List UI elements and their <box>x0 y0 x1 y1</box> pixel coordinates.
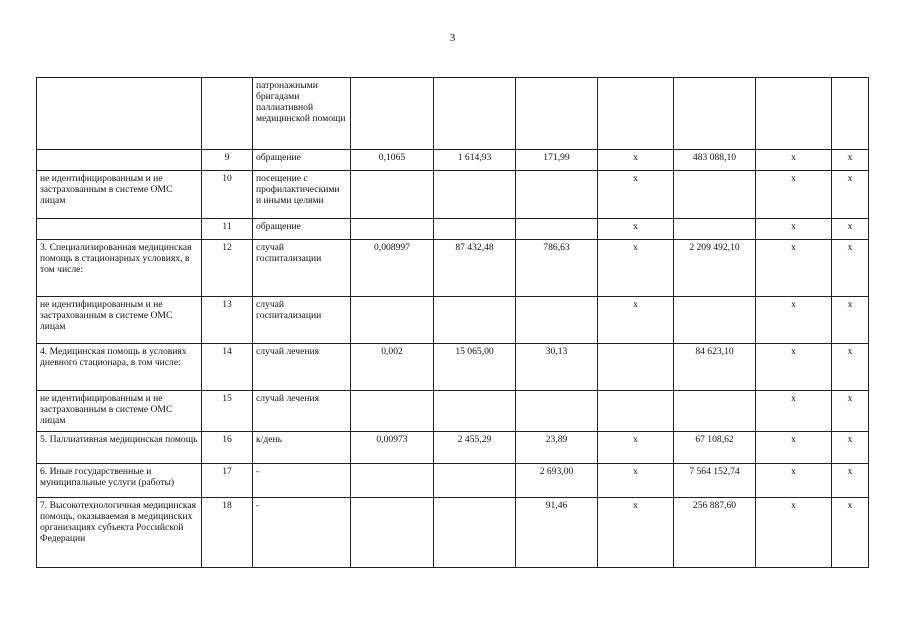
unit-cost-cell <box>434 297 516 344</box>
row-number-cell: 17 <box>202 464 253 498</box>
total-cost-cell <box>674 219 756 240</box>
unit-of-measure-cell: обращение <box>253 150 351 171</box>
total-cost-cell: 7 564 152,74 <box>674 464 756 498</box>
total-cost-cell: 256 887,60 <box>674 498 756 568</box>
budget-table <box>36 77 869 568</box>
total-cost-cell: 84 623,10 <box>674 344 756 391</box>
row-number-cell: 12 <box>202 240 253 297</box>
volume-norm-cell <box>351 498 434 568</box>
volume-norm-cell: 0,002 <box>351 344 434 391</box>
unit-cost-cell <box>434 498 516 568</box>
table-row <box>37 391 869 432</box>
unit-of-measure-cell: случай госпитализации <box>253 240 351 297</box>
table-row <box>37 297 869 344</box>
volume-norm-cell <box>351 391 434 432</box>
row-number-cell: 18 <box>202 498 253 568</box>
row-name-cell <box>37 78 202 150</box>
total-cost-cell: 483 088,10 <box>674 150 756 171</box>
volume-norm-cell <box>351 297 434 344</box>
table-row <box>37 432 869 464</box>
per-capita-cell <box>516 297 598 344</box>
budget-total-cell: x <box>756 344 832 391</box>
unit-cost-cell <box>434 219 516 240</box>
table-row <box>37 219 869 240</box>
budget-per-capita-cell <box>598 344 674 391</box>
per-capita-cell: 2 693,00 <box>516 464 598 498</box>
unit-cost-cell: 87 432,48 <box>434 240 516 297</box>
volume-norm-cell <box>351 219 434 240</box>
budget-per-capita-cell: x <box>598 464 674 498</box>
share-cell <box>832 78 869 150</box>
share-cell: x <box>832 297 869 344</box>
row-number-cell <box>202 78 253 150</box>
budget-total-cell: x <box>756 240 832 297</box>
unit-of-measure-cell: - <box>253 464 351 498</box>
row-number-cell: 9 <box>202 150 253 171</box>
budget-total-cell: x <box>756 464 832 498</box>
row-name-cell: не идентифицированным и не застрахованным в системе ОМС лицам <box>37 391 202 432</box>
row-number-cell: 14 <box>202 344 253 391</box>
table-row <box>37 150 869 171</box>
budget-per-capita-cell: x <box>598 150 674 171</box>
per-capita-cell: 91,46 <box>516 498 598 568</box>
unit-cost-cell: 2 455,29 <box>434 432 516 464</box>
row-name-cell: 6. Иные государственные и муниципальные услуги (работы) <box>37 464 202 498</box>
row-name-cell <box>37 219 202 240</box>
budget-total-cell: x <box>756 150 832 171</box>
budget-per-capita-cell: x <box>598 219 674 240</box>
unit-cost-cell <box>434 464 516 498</box>
share-cell: x <box>832 219 869 240</box>
share-cell: x <box>832 240 869 297</box>
row-number-cell: 10 <box>202 171 253 219</box>
budget-total-cell: x <box>756 432 832 464</box>
unit-of-measure-cell: случай лечения <box>253 344 351 391</box>
share-cell: x <box>832 498 869 568</box>
share-cell: x <box>832 432 869 464</box>
unit-cost-cell <box>434 171 516 219</box>
budget-per-capita-cell: x <box>598 498 674 568</box>
row-name-cell: 3. Специализированная медицинская помощь в стационарных условиях, в том числе: <box>37 240 202 297</box>
share-cell: x <box>832 391 869 432</box>
budget-total-cell: x <box>756 391 832 432</box>
per-capita-cell <box>516 78 598 150</box>
row-name-cell <box>37 150 202 171</box>
per-capita-cell <box>516 391 598 432</box>
share-cell: x <box>832 171 869 219</box>
row-number-cell: 13 <box>202 297 253 344</box>
budget-per-capita-cell <box>598 78 674 150</box>
volume-norm-cell <box>351 78 434 150</box>
row-name-cell: 5. Паллиативная медицинская помощь <box>37 432 202 464</box>
table-row <box>37 240 869 297</box>
budget-per-capita-cell: x <box>598 297 674 344</box>
row-number-cell: 16 <box>202 432 253 464</box>
unit-of-measure-cell: обращение <box>253 219 351 240</box>
volume-norm-cell: 0,008997 <box>351 240 434 297</box>
row-name-cell: 7. Высокотехнологичная медицинская помощь, оказываемая в медицинских организациях субъекта Российской Федерации <box>37 498 202 568</box>
volume-norm-cell: 0,00973 <box>351 432 434 464</box>
volume-norm-cell <box>351 464 434 498</box>
table-row <box>37 498 869 568</box>
share-cell: x <box>832 464 869 498</box>
total-cost-cell: 67 108,62 <box>674 432 756 464</box>
total-cost-cell <box>674 391 756 432</box>
budget-per-capita-cell <box>598 391 674 432</box>
budget-total-cell: x <box>756 219 832 240</box>
row-name-cell: 4. Медицинская помощь в условиях дневного стационара, в том числе: <box>37 344 202 391</box>
table-row <box>37 464 869 498</box>
row-number-cell: 15 <box>202 391 253 432</box>
volume-norm-cell: 0,1065 <box>351 150 434 171</box>
unit-of-measure-cell: посещение с профилактическими и иными целями <box>253 171 351 219</box>
budget-total-cell: x <box>756 297 832 344</box>
unit-cost-cell <box>434 391 516 432</box>
page-number: 3 <box>449 32 456 44</box>
row-name-cell: не идентифицированным и не застрахованным в системе ОМС лицам <box>37 171 202 219</box>
per-capita-cell: 786,63 <box>516 240 598 297</box>
budget-per-capita-cell: x <box>598 240 674 297</box>
volume-norm-cell <box>351 171 434 219</box>
unit-cost-cell: 15 065,00 <box>434 344 516 391</box>
total-cost-cell <box>674 297 756 344</box>
budget-total-cell: x <box>756 171 832 219</box>
budget-per-capita-cell: x <box>598 432 674 464</box>
budget-total-cell <box>756 78 832 150</box>
unit-of-measure-cell: к/день <box>253 432 351 464</box>
unit-cost-cell <box>434 78 516 150</box>
per-capita-cell: 171,99 <box>516 150 598 171</box>
row-number-cell: 11 <box>202 219 253 240</box>
share-cell: x <box>832 150 869 171</box>
table-row <box>37 78 869 150</box>
budget-total-cell: x <box>756 498 832 568</box>
per-capita-cell <box>516 219 598 240</box>
unit-cost-cell: 1 614,93 <box>434 150 516 171</box>
per-capita-cell: 30,13 <box>516 344 598 391</box>
per-capita-cell <box>516 171 598 219</box>
total-cost-cell <box>674 78 756 150</box>
budget-per-capita-cell: x <box>598 171 674 219</box>
unit-of-measure-cell: случай лечения <box>253 391 351 432</box>
total-cost-cell: 2 209 492,10 <box>674 240 756 297</box>
per-capita-cell: 23,89 <box>516 432 598 464</box>
total-cost-cell <box>674 171 756 219</box>
row-name-cell: не идентифицированным и не застрахованным в системе ОМС лицам <box>37 297 202 344</box>
unit-of-measure-cell: - <box>253 498 351 568</box>
share-cell: x <box>832 344 869 391</box>
table-row <box>37 344 869 391</box>
unit-of-measure-cell: случай госпитализации <box>253 297 351 344</box>
unit-of-measure-cell: патронажными бригадами паллиативной медицинской помощи <box>253 78 351 150</box>
table-row <box>37 171 869 219</box>
